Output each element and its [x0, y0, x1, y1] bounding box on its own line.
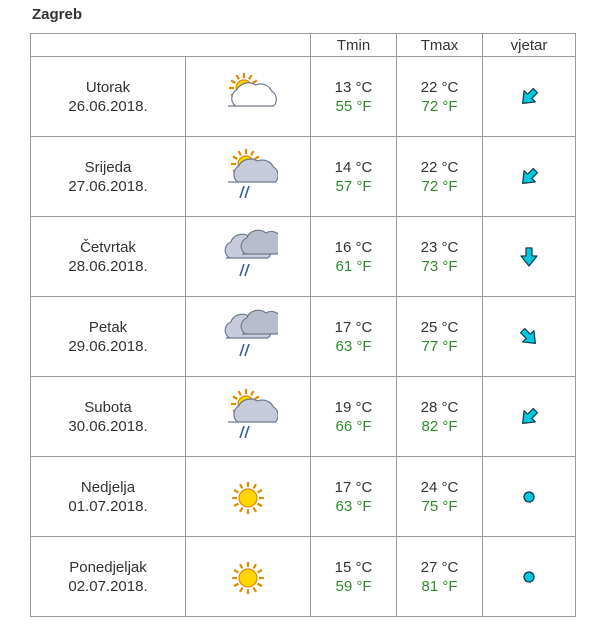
tmax-cell — [397, 217, 483, 297]
day-cell — [31, 457, 186, 537]
wind-cell — [483, 137, 576, 217]
tmax-celsius: 23 °C — [420, 238, 459, 256]
wind-cell — [483, 457, 576, 537]
tmax-fahrenheit: 72 °F — [421, 97, 458, 115]
tmin-cell — [311, 217, 397, 297]
day-name: Četvrtak — [80, 238, 136, 256]
tmin-fahrenheit: 66 °F — [335, 417, 372, 435]
wind-southwest-icon — [483, 83, 575, 111]
day-cell — [31, 377, 186, 457]
day-name: Ponedjeljak — [69, 558, 147, 576]
tmin-fahrenheit: 55 °F — [335, 97, 372, 115]
wind-southwest-icon — [483, 403, 575, 431]
day-date: 28.06.2018. — [68, 257, 148, 275]
forecast-row — [31, 137, 576, 217]
weather-icon-cell — [186, 137, 311, 217]
forecast-row — [31, 457, 576, 537]
cloud-rain-icon — [186, 308, 310, 366]
calm-icon — [483, 563, 575, 591]
tmin-fahrenheit: 61 °F — [335, 257, 372, 275]
wind-cell — [483, 57, 576, 137]
tmin-cell — [311, 457, 397, 537]
forecast-table — [30, 33, 576, 617]
sun-icon — [186, 468, 310, 526]
cloud-rain-icon — [186, 228, 310, 286]
wind-southwest-icon — [483, 163, 575, 191]
day-name: Petak — [88, 318, 128, 336]
tmin-fahrenheit: 63 °F — [335, 337, 372, 355]
day-date: 29.06.2018. — [68, 337, 148, 355]
tmax-fahrenheit: 77 °F — [421, 337, 458, 355]
tmax-cell — [397, 57, 483, 137]
header-tmax: Tmax — [397, 34, 483, 57]
tmax-celsius: 24 °C — [420, 478, 459, 496]
tmax-cell — [397, 137, 483, 217]
sun-cloud-rain-icon — [186, 148, 310, 206]
header-blank — [31, 34, 311, 57]
tmin-celsius: 14 °C — [334, 158, 373, 176]
forecast-row — [31, 377, 576, 457]
tmin-cell — [311, 537, 397, 617]
location-title: Zagreb — [32, 6, 83, 23]
day-date: 01.07.2018. — [68, 497, 148, 515]
forecast-row — [31, 217, 576, 297]
day-date: 27.06.2018. — [68, 177, 148, 195]
day-cell — [31, 57, 186, 137]
tmin-fahrenheit: 59 °F — [335, 577, 372, 595]
weather-icon-cell — [186, 57, 311, 137]
day-cell — [31, 217, 186, 297]
day-name: Subota — [84, 398, 132, 416]
tmin-fahrenheit: 63 °F — [335, 497, 372, 515]
tmax-celsius: 25 °C — [420, 318, 459, 336]
tmin-cell — [311, 377, 397, 457]
weather-icon-cell — [186, 217, 311, 297]
tmax-celsius: 22 °C — [420, 78, 459, 96]
tmin-celsius: 15 °C — [334, 558, 373, 576]
tmin-fahrenheit: 57 °F — [335, 177, 372, 195]
tmax-cell — [397, 537, 483, 617]
wind-cell — [483, 217, 576, 297]
tmax-celsius: 22 °C — [420, 158, 459, 176]
header-wind: vjetar — [483, 34, 576, 57]
tmax-celsius: 28 °C — [420, 398, 459, 416]
day-name: Nedjelja — [80, 478, 136, 496]
weather-icon-cell — [186, 457, 311, 537]
tmax-cell — [397, 377, 483, 457]
header-tmin: Tmin — [311, 34, 397, 57]
day-date: 02.07.2018. — [68, 577, 148, 595]
day-cell — [31, 137, 186, 217]
wind-cell — [483, 537, 576, 617]
day-date: 26.06.2018. — [68, 97, 148, 115]
tmin-celsius: 16 °C — [334, 238, 373, 256]
partly-cloudy-icon — [186, 68, 310, 126]
day-name: Utorak — [85, 78, 131, 96]
day-name: Srijeda — [84, 158, 132, 176]
weather-icon-cell — [186, 537, 311, 617]
day-cell — [31, 537, 186, 617]
tmin-cell — [311, 297, 397, 377]
weather-icon-cell — [186, 297, 311, 377]
tmin-celsius: 19 °C — [334, 398, 373, 416]
tmax-fahrenheit: 81 °F — [421, 577, 458, 595]
forecast-row — [31, 297, 576, 377]
tmax-fahrenheit: 73 °F — [421, 257, 458, 275]
tmin-cell — [311, 57, 397, 137]
wind-southeast-icon — [483, 323, 575, 351]
tmax-fahrenheit: 72 °F — [421, 177, 458, 195]
tmax-fahrenheit: 82 °F — [421, 417, 458, 435]
wind-south-icon — [483, 243, 575, 271]
wind-cell — [483, 377, 576, 457]
tmax-celsius: 27 °C — [420, 558, 459, 576]
weather-icon-cell — [186, 377, 311, 457]
tmin-celsius: 17 °C — [334, 318, 373, 336]
tmin-cell — [311, 137, 397, 217]
tmin-celsius: 17 °C — [334, 478, 373, 496]
day-date: 30.06.2018. — [68, 417, 148, 435]
forecast-row — [31, 57, 576, 137]
sun-cloud-rain-icon — [186, 388, 310, 446]
day-cell — [31, 297, 186, 377]
tmax-cell — [397, 457, 483, 537]
tmax-cell — [397, 297, 483, 377]
wind-cell — [483, 297, 576, 377]
tmin-celsius: 13 °C — [334, 78, 373, 96]
header-row — [31, 34, 576, 57]
sun-icon — [186, 548, 310, 606]
forecast-row — [31, 537, 576, 617]
tmax-fahrenheit: 75 °F — [421, 497, 458, 515]
calm-icon — [483, 483, 575, 511]
